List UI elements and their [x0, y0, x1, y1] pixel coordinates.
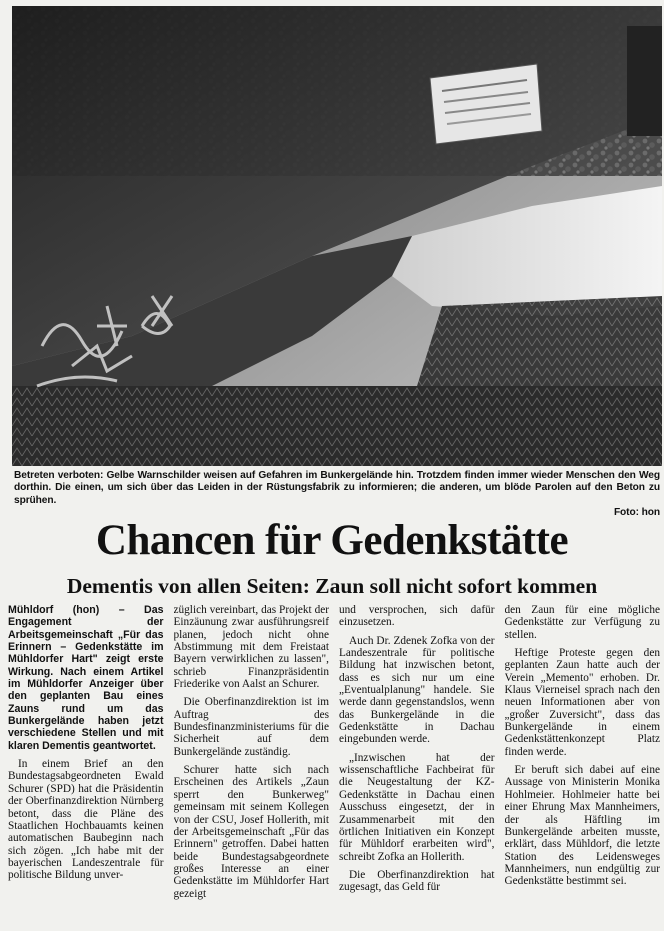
- article-body: [8, 604, 660, 929]
- paragraph: und versprochen, sich dafür einzusetzen.: [339, 604, 495, 629]
- column-4: [505, 604, 661, 929]
- paragraph: Schurer hatte sich nach Erscheinen des Artikels „Zaun sperrt den Bunkerweg" gemeinsam mit seinem Kollegen von der CSU, Josef Hollerith, mit der Arbeitsgemeinschaft „Für das Erinnern" getroffen. Dabei hatten beide Bundestagsabgeordnete großes Interesse an einer Gedenkstätte im Mühldorfer Hart gezeigt: [173, 764, 329, 900]
- warning-sign: [430, 64, 542, 144]
- article-photo: [12, 6, 662, 466]
- paragraph: Die Oberfinanzdirektion hat zugesagt, das Geld für: [339, 868, 495, 894]
- paragraph: „Inzwischen hat der wissenschaftliche Fachbeirat für die Neugestaltung der KZ-Gedenkstätte in Dachau einen Ausschuss eingesetzt, der in Zusammenarbeit mit den örtlichen Initiativen ein Konzept für Mühldorf erarbeiten wird", schreibt Zofka an Hollerith.: [339, 751, 495, 863]
- column-2: [174, 604, 330, 929]
- column-3: [339, 604, 495, 929]
- subheadline: Dementis von allen Seiten: Zaun soll nicht sofort kommen: [66, 574, 598, 598]
- paragraph: Heftige Proteste gegen den geplanten Zaun hatte auch der Verein „Memento" erhoben. Dr. Klaus Vierneisel sprach nach den neuen Informationen aber von „großer Zuversicht", dass das Bunkergelände in einem Gedenkstättenkonzept Platz finden werde.: [504, 647, 660, 758]
- column-1: [8, 604, 164, 929]
- caption-text: Betreten verboten: Gelbe Warnschilder weisen auf Gefahren im Bunkergelände hin. Trotzdem finden immer wieder Menschen den Weg dorthin. Die einen, um sich über das Leiden in der Rüstungsfabrik zu informieren; die anderen, um blöde Parolen auf den Beton zu sprühen.: [14, 470, 660, 506]
- paragraph: In einem Brief an den Bundestagsabgeordneten Ewald Schurer (SPD) hat die Präsidentin der Oberfinanzdirektion Nürnberg betont, dass die Pläne des Staatlichen Hochbauamts keinen automatischen Baubeginn nach sich zögen. „Ich habe mit der bayerischen Landeszentrale für politische Bildung unver-: [8, 758, 164, 882]
- paragraph: Die Oberfinanzdirektion ist im Auftrag des Bundesfinanzministeriums für die Sicherheit auf dem Bunkergelände zuständig.: [173, 696, 329, 758]
- paragraph: den Zaun für eine mögliche Gedenkstätte zur Verfügung zu stellen.: [504, 604, 660, 641]
- paragraph: Er beruft sich dabei auf eine Aussage von Ministerin Monika Hohlmeier. Hohlmeier hatte bei einer Ehrung Max Mannheimers, der als Häftling im Bunkergelände arbeiten musste, erklärt, dass Mühldorf, die letzte Station des Leidensweges Mannheimers, nun endgültig zur Gedenkstätte bestimmt sei.: [504, 764, 660, 888]
- photo-credit: Foto: hon: [613, 507, 660, 519]
- headline: Chancen für Gedenkstätte: [95, 517, 569, 564]
- intro-paragraph: Mühldorf (hon) – Das Engagement der Arbeitsgemeinschaft „Für das Erinnern – Gedenkstätte im Mühldorfer Hart" zeigt erste Wirkung. Nach einem Artikel im Mühldorfer Anzeiger über den geplanten Bau eines Zauns rund um das Bunkergelände haben jetzt verschiedene Stellen und mit klaren Dementis geantwortet.: [8, 604, 164, 752]
- photo-caption: [14, 470, 660, 520]
- paragraph: züglich vereinbart, das Projekt der Einzäunung zwar ausführungsreif planen, jedoch nicht ohne Abstimmung mit dem Freistaat Bayern verwirklichen zu lassen", schrieb Finanzpräsidentin Friederike von Aalst an Schurer.: [173, 604, 329, 691]
- bunker-photo-illustration: [12, 6, 662, 466]
- paragraph: Auch Dr. Zdenek Zofka von der Landeszentrale für politische Bildung hat inzwischen betont, dass es sich nur um eine „Eventualplanung" handele. Sie werde dann gegenstandslos, wenn das Bunkergelände in die Gedenkstätte in Dachau eingebunden werde.: [339, 634, 495, 746]
